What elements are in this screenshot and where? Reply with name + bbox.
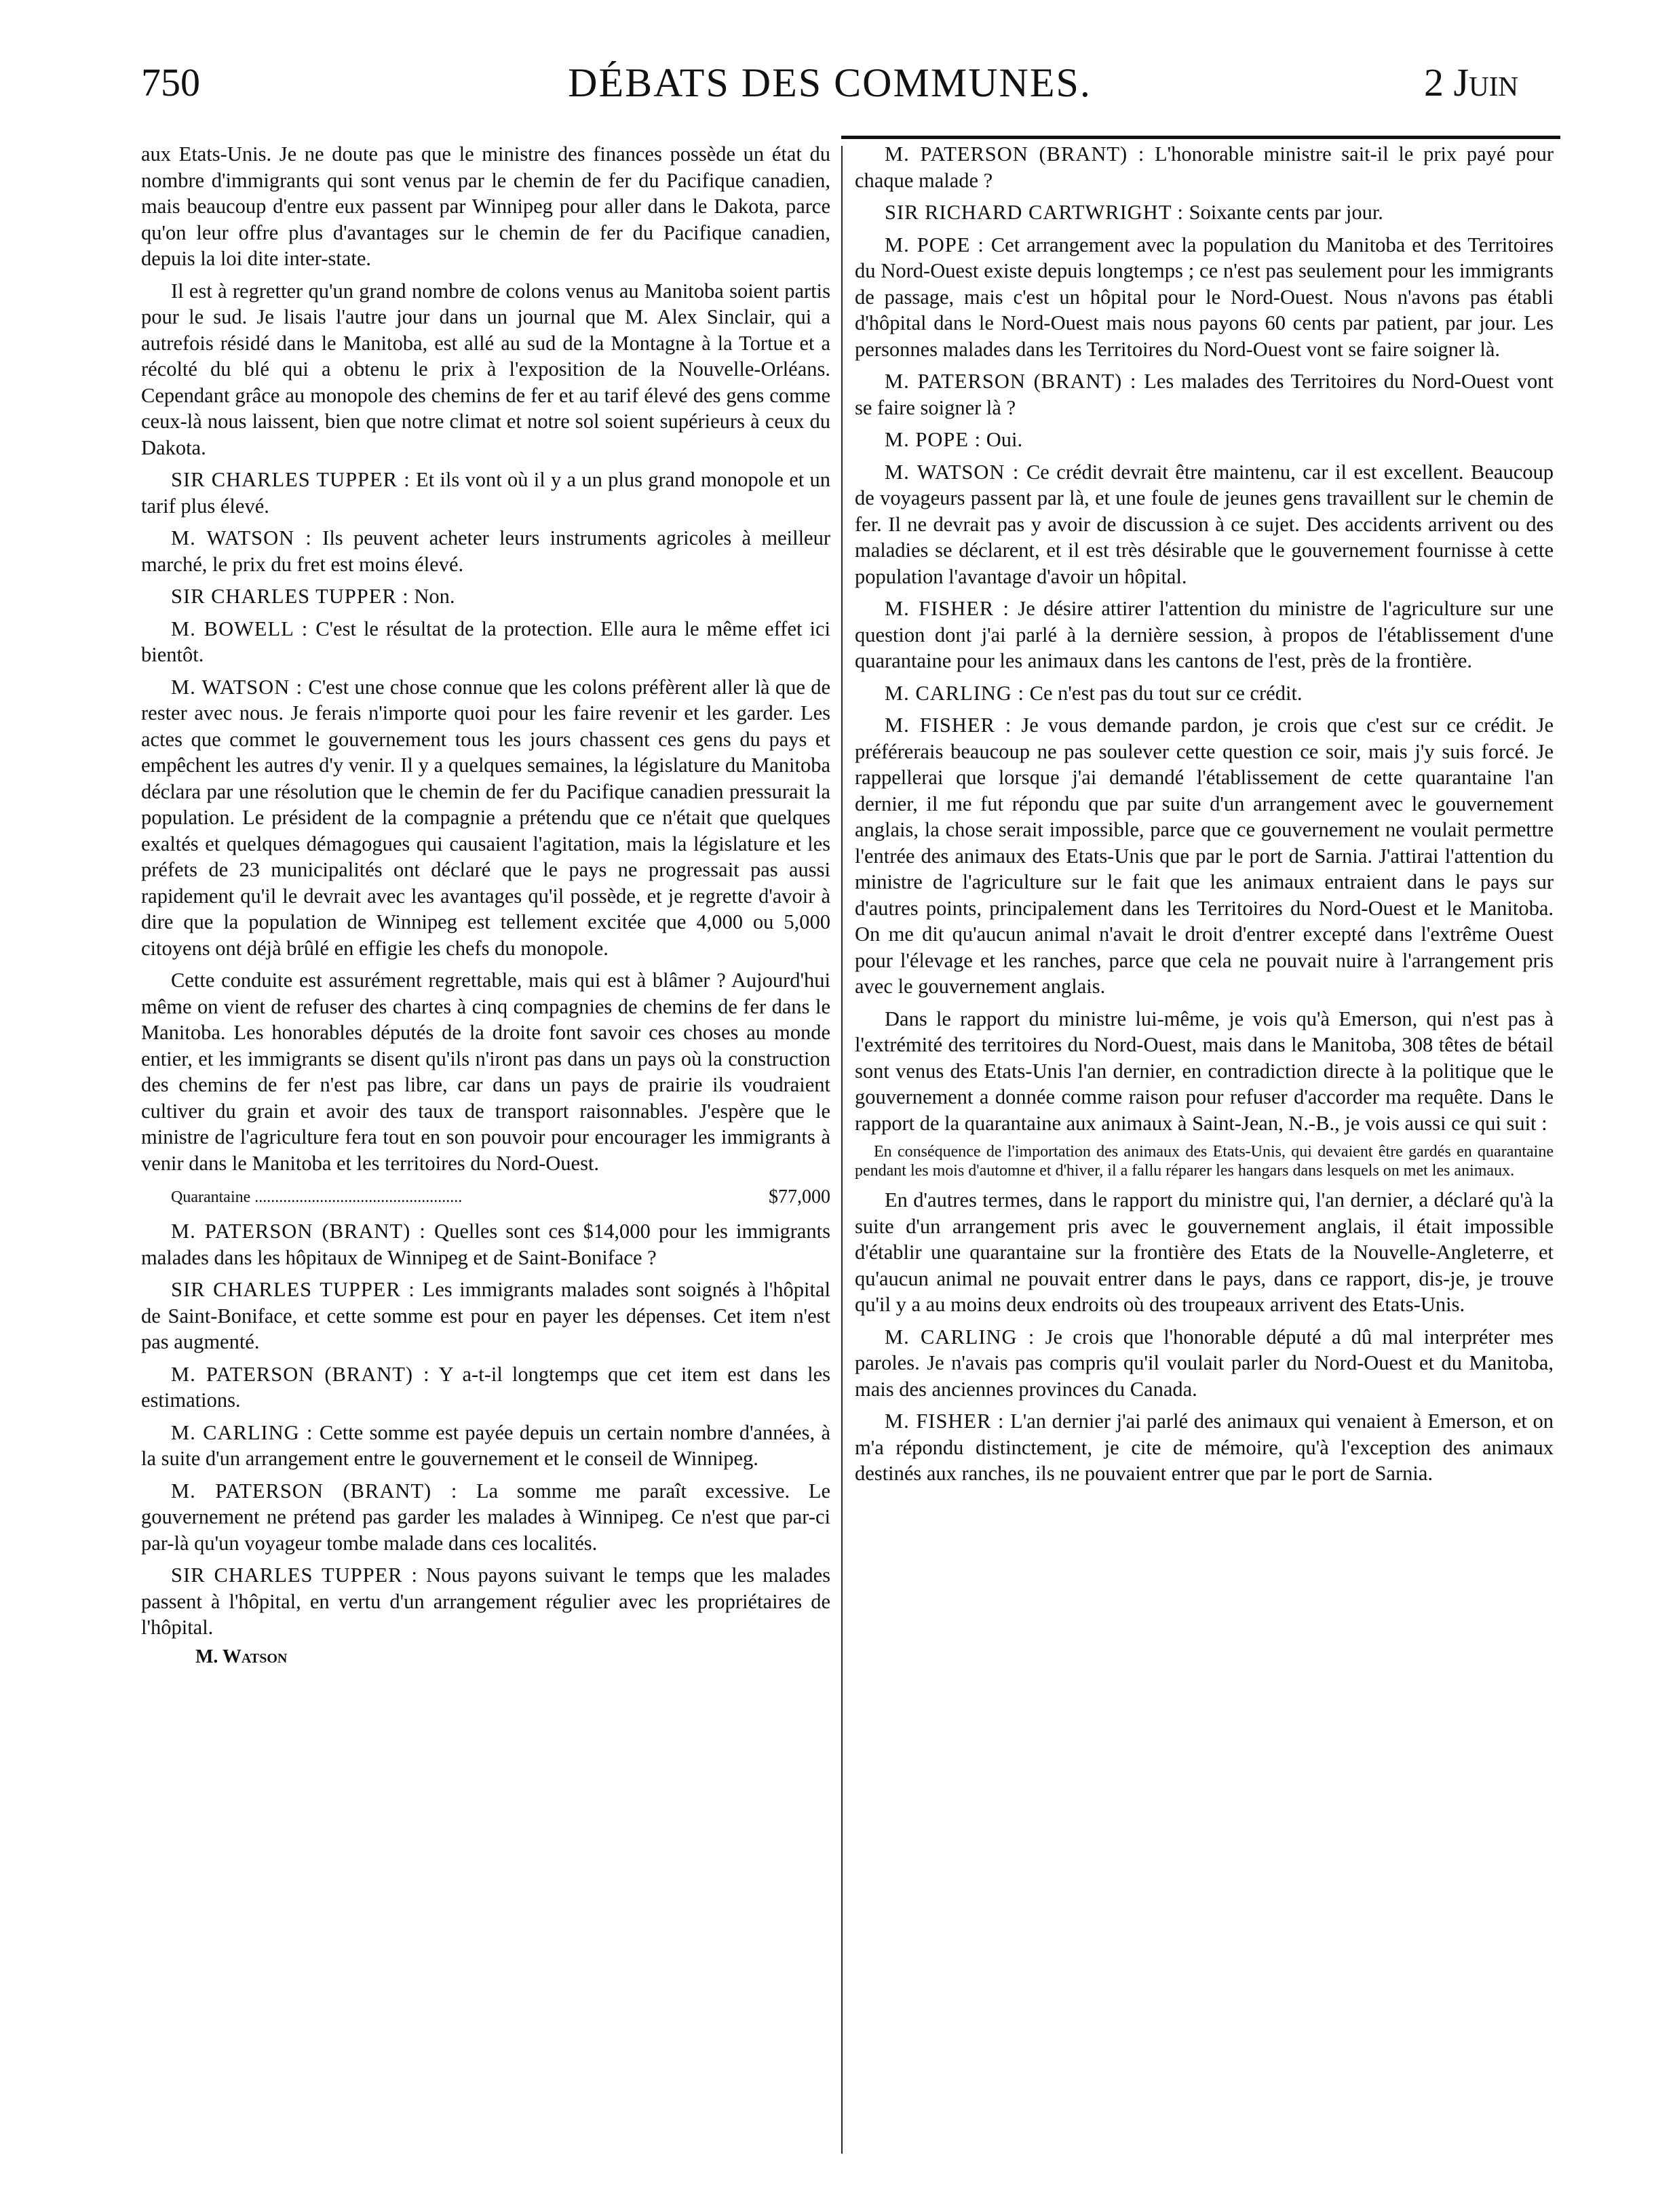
speech-text: C'est une chose connue que les colons préfèrent aller là que de rester avec nous. Je ferais n'importe quoi pour les faire revenir et les garder. Les actes que commet le gouvernement tous les jours chassent ces gens du pays et empêchent les autres d'y venir. Il y a quelques semaines, la législature du Manitoba déclara par une résolution que le chemin de fer du Pacifique canadien pressurait la population. Le président de la compagnie a prétendu que ce n'était que quelques exaltés et quelques démagogues qui causaient l'agitation, mais la législature et les préfets de 23 municipalités ont déclaré que le pays ne progressait pas aussi rapidement qu'il le devrait avec les avantages qu'il possède, et je regrette d'avoir à dire que la population de Winnipeg est tellement excitée que 4,000 ou 5,000 citoyens ont déjà brûlé en effigie les chefs du monopole. (141, 675, 830, 960)
speech (141, 1478, 830, 1557)
speaker-name: M. CARLING : (885, 1325, 1035, 1348)
left-column (141, 141, 830, 2169)
speaker-name: SIR RICHARD CARTWRIGHT : (885, 201, 1185, 224)
paragraph (141, 967, 830, 1176)
speech-text: L'honorable ministre sait-il le prix payé pour chaque malade ? (855, 142, 1554, 192)
speech (141, 1420, 830, 1472)
speaker-name: M. PATERSON (BRANT) : (171, 1362, 430, 1386)
speech (141, 1277, 830, 1355)
speech (855, 199, 1554, 226)
speaker-name: M. FISHER : (885, 1410, 1005, 1433)
paragraph-text: Cette conduite est assurément regrettable, mais qui est à blâmer ? Aujourd'hui même on vient de refuser des chartes à cinq compagnies de chemins de fer dans le Manitoba. Les honorables députés de la droite font savoir ces choses au monde entier, et les immigrants se disent qu'ils n'iront pas dans un pays où la construction des chemins de fer n'est pas libre, car dans un pays de prairie ils voudraient cultiver du grain et avoir des taux de transport raisonnables. J'espère que le ministre de l'agriculture fera tout en son pouvoir pour encourager les immigrants à venir dans le Manitoba et les territoires du Nord-Ouest. (141, 969, 830, 1175)
speaker-name: M. POPE : (885, 233, 984, 256)
speech (855, 141, 1554, 193)
speech-text: Soixante cents par jour. (1184, 201, 1383, 224)
speech (141, 674, 830, 962)
speech-text: Et ils vont où il y a un plus grand monopole et un tarif plus élevé. (141, 468, 830, 518)
quoted-extract: En conséquence de l'importation des animaux des Etats-Unis, qui devaient être gardés en quarantaine pendant les mois d'automne et d'hiver, il a fallu réparer les hangars dans lesquels on met les animaux. (855, 1143, 1554, 1180)
speech (141, 467, 830, 519)
budget-label: Quarantaine ................................................... (171, 1188, 463, 1206)
speech (855, 1324, 1554, 1403)
speech-text: Nous payons suivant le temps que les malades passent à l'hôpital, en vertu d'un arrangement régulier avec les propriétaires de l'hôpital. (141, 1564, 830, 1639)
budget-item (141, 1186, 830, 1209)
speech-text: Quelles sont ces $14,000 pour les immigrants malades dans les hôpitaux de Winnipeg et de Saint-Boniface ? (141, 1220, 830, 1269)
speaker-name: M. FISHER : (885, 597, 1010, 620)
speech (855, 459, 1554, 590)
column-divider (841, 146, 843, 2154)
speech (141, 1562, 830, 1641)
speech (141, 616, 830, 668)
speech-text: Les malades des Territoires du Nord-Ouest vont se faire soigner là ? (855, 370, 1554, 419)
date-day: 2 (1424, 60, 1444, 104)
speaker-name: SIR CHARLES TUPPER : (171, 1278, 415, 1301)
speech (141, 525, 830, 577)
speaker-name: M. BOWELL : (171, 617, 309, 640)
speech-text: Ce n'est pas du tout sur ce crédit. (1024, 681, 1303, 705)
speech (855, 712, 1554, 1000)
paragraph-text: Il est à regretter qu'un grand nombre de colons venus au Manitoba soient partis pour le sud. Je lisais l'autre jour dans un journal que M. Alex Sinclair, qui a autrefois résidé dans le Manitoba, est allé au sud de la Montagne à la Tortue et a récolté du blé qui a obtenu le prix à l'exposition de la Nouvelle-Orléans. Cependant grâce au monopole des chemins de fer et au tarif élevé des gens comme ceux-là nous laissent, bien que notre climat et notre sol soient supérieurs à ceux du Dakota. (141, 279, 830, 459)
page-number: 750 (141, 60, 200, 104)
running-title: DÉBATS DES COMMUNES. (568, 60, 1092, 105)
speech-text: L'an dernier j'ai parlé des animaux qui venaient à Emerson, et on m'a répondu distinctement, je cite de mémoire, qu'à l'exception des animaux destinés aux ranches, ils ne pouvaient entrer que par le port de Sarnia. (855, 1410, 1554, 1485)
speech-text: Y a-t-il longtemps que cet item est dans les estimations. (141, 1362, 830, 1412)
running-date (1424, 60, 1518, 105)
speech-text: Je crois que l'honorable député a dû mal interpréter mes paroles. Je n'avais pas compris qu'il voulait parler du Nord-Ouest et du Manitoba, mais des anciennes provinces du Canada. (855, 1325, 1554, 1401)
budget-amount: $77,000 (769, 1186, 830, 1207)
speech-text: Ce crédit devrait être maintenu, car il est excellent. Beaucoup de voyageurs passent par là, et une foule de jeunes gens travaillent sur le chemin de fer. Il ne devrait pas y avoir de discussion à ce sujet. Des accidents arrivent ou des maladies se déclarent, et il est très désirable que le gouvernement fournisse à cette population l'avantage d'avoir un hôpital. (855, 460, 1554, 588)
speaker-name: M. CARLING : (171, 1420, 313, 1444)
speech-text: Oui. (981, 428, 1023, 451)
speech (141, 583, 830, 610)
speech (855, 680, 1554, 707)
paragraph-text: En d'autres termes, dans le rapport du ministre qui, l'an dernier, a déclaré qu'à la suite d'un arrangement pris avec le gouvernement anglais, il était impossible d'établir une quarantaine sur la frontière des Etats de la Nouvelle-Angleterre, et qu'aucun animal ne pouvait entrer dans le pays, dans ce rapport, dis-je, je trouve qu'il y a au moins deux endroits où des troupeaux arrivent des Etats-Unis. (855, 1188, 1554, 1316)
speech-text: Non. (408, 585, 455, 608)
paragraph (855, 1187, 1554, 1318)
speaker-name: M. PATERSON (BRANT) : (885, 370, 1137, 393)
running-header (141, 60, 1518, 121)
speaker-name: M. PATERSON (BRANT) : (171, 1220, 426, 1243)
speaker-name: M. PATERSON (BRANT) : (885, 142, 1145, 166)
speech (855, 1408, 1554, 1487)
speaker-name: SIR CHARLES TUPPER : (171, 1564, 419, 1587)
paragraph (141, 141, 830, 272)
speech-text: Je vous demande pardon, je crois que c'est sur ce crédit. Je préférerais beaucoup ne pas soulever cette question ce soir, mais j'y suis forcé. Je rappellerai que lorsque j'ai demandé l'établissement de cette quarantaine l'an dernier, il me fut répondu que par suite d'un arrangement avec le gouvernement anglais, la chose serait impossible, parce que ce gouvernement ne voulait permettre l'entrée des animaux des Etats-Unis que par le port de Sarnia. J'attirai l'attention du ministre de l'agriculture sur le fait que les animaux entraient dans le pays sur d'autres points, principalement dans les Territoires du Nord-Ouest et le Manitoba. On me dit qu'aucun animal n'avait le droit d'entrer excepté dans l'extrême Ouest pour l'élevage et les ranches, parce que cela ne pouvait nuire à l'arrangement pris avec le gouvernement anglais. (855, 714, 1554, 998)
speaker-name: M. WATSON : (885, 460, 1020, 484)
speech-text: Ils peuvent acheter leurs instruments agricoles à meilleur marché, le prix du fret est moins élevé. (141, 526, 830, 576)
speech (855, 427, 1554, 453)
speech-text: Les immigrants malades sont soignés à l'hôpital de Saint-Boniface, et cette somme est pour en payer les dépenses. Cet item n'est pas augmenté. (141, 1278, 830, 1353)
paragraph-text: Dans le rapport du ministre lui-même, je vois qu'à Emerson, qui n'est pas à l'extrémité des territoires du Nord-Ouest, mais dans le Manitoba, 308 têtes de bétail sont venus des Etats-Unis l'an dernier, en contradiction directe à la politique que le gouvernement a donnée comme raison pour refuser d'accorder ma requête. Dans le rapport de la quarantaine aux animaux à Saint-Jean, N.-B., je vois aussi ce qui suit : (855, 1007, 1554, 1135)
speech-text: La somme me paraît excessive. Le gouvernement ne prétend pas garder les malades à Winnipeg. Ce n'est que par-ci par-là qu'un voyageur tombe malade dans ces localités. (141, 1479, 830, 1555)
date-month: Juin (1453, 60, 1518, 104)
paragraph (855, 1006, 1554, 1137)
speech-text: Cette somme est payée depuis un certain nombre d'années, à la suite d'un arrangement entre le gouvernement et le conseil de Winnipeg. (141, 1420, 830, 1470)
paragraph (141, 278, 830, 461)
speaker-name: SIR CHARLES TUPPER : (171, 585, 409, 608)
speech-text: C'est le résultat de la protection. Elle aura le même effet ici bientôt. (141, 617, 830, 666)
speech (141, 1361, 830, 1414)
speaker-name: M. POPE : (885, 428, 982, 451)
speech (141, 1218, 830, 1270)
header-rule (841, 136, 1560, 139)
speaker-name: SIR CHARLES TUPPER : (171, 468, 410, 491)
closing-speaker: M. Watson (195, 1646, 288, 1667)
speech (855, 368, 1554, 421)
speaker-name: M. WATSON : (171, 675, 303, 699)
speech-text: Je désire attirer l'attention du ministre de l'agriculture sur une question dont j'ai parlé à la dernière session, à propos de l'établissement d'une quarantaine pour les animaux dans les cantons de l'est, près de la frontière. (855, 597, 1554, 672)
right-column (855, 141, 1554, 2169)
speech (855, 596, 1554, 674)
speech (855, 232, 1554, 363)
speaker-name: M. CARLING : (885, 681, 1025, 705)
speaker-name: M. PATERSON (BRANT) : (171, 1479, 458, 1502)
paragraph-text: aux Etats-Unis. Je ne doute pas que le ministre des finances possède un état du nombre d'immigrants qui sont venus par le chemin de fer du Pacifique canadien, mais beaucoup d'entre eux passent par Winnipeg pour aller dans le Dakota, parce qu'on leur offre plus d'avantages sur le chemin de fer du Pacifique canadien, depuis la loi dite inter-state. (141, 142, 830, 270)
speech-text: Cet arrangement avec la population du Manitoba et des Territoires du Nord-Ouest existe depuis longtemps ; ce n'est pas seulement pour les immigrants de passage, mais c'est un hôpital pour le Nord-Ouest. Nous n'avons pas établi d'hôpital dans le Nord-Ouest mais nous payons 60 cents par patient, par jour. Les personnes malades dans les Territoires du Nord-Ouest vont se faire soigner là. (855, 233, 1554, 361)
speaker-name: M. FISHER : (885, 714, 1012, 737)
speaker-name: M. WATSON : (171, 526, 312, 549)
